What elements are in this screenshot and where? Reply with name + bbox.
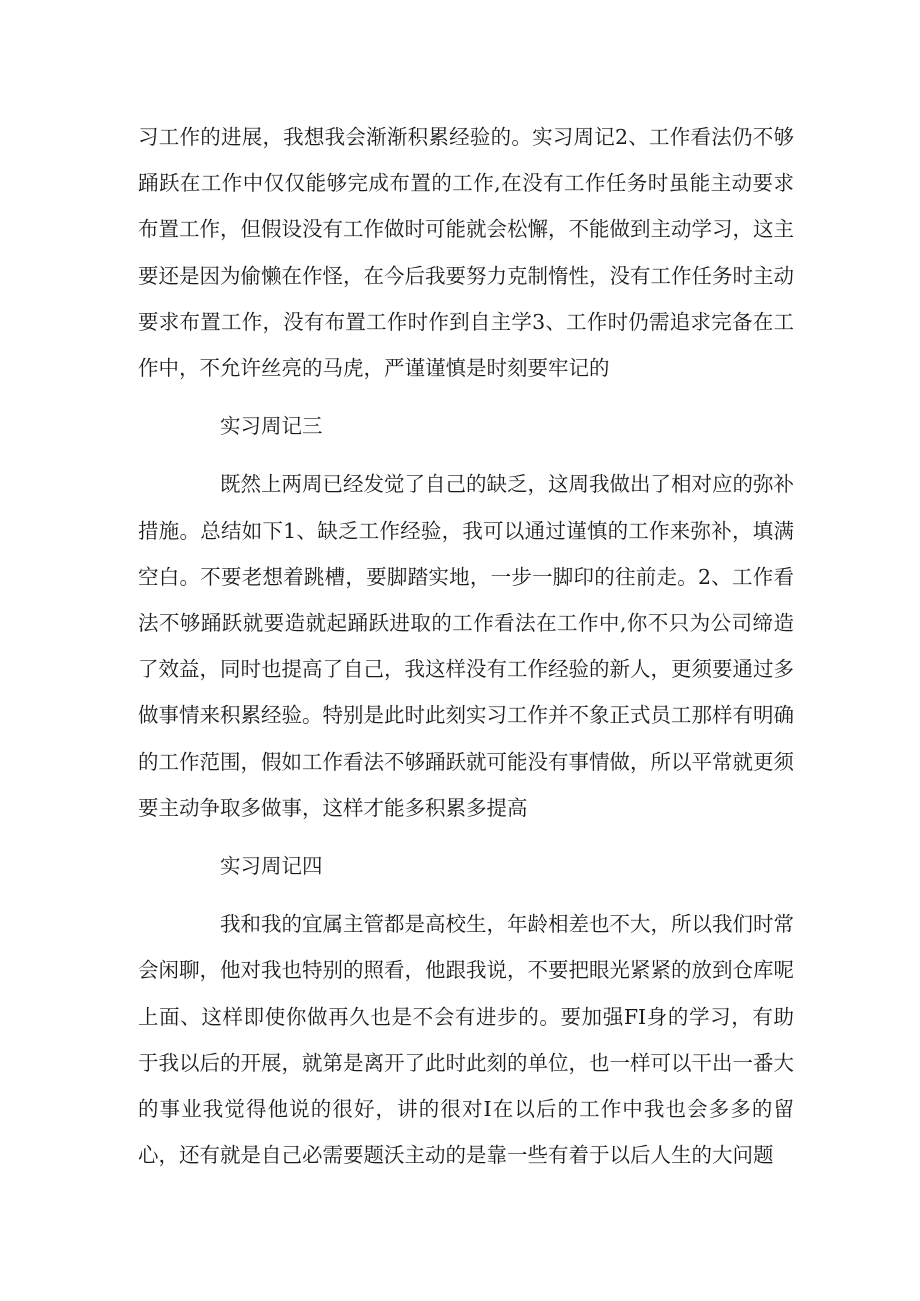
paragraph-gap [138,391,794,403]
paragraph-gap [138,889,794,901]
section-heading-week-3: 实习周记三 [220,414,323,439]
body-paragraph-3: 我和我的宜属主管都是高校生，年龄相差也不大，所以我们时常会闲聊，他对我也特别的照看，他跟我说，不要把眼光紧紧的放到仓库呢上面、这样即使你做再久也是不会有进步的。要加强FI身的学习，有助于我以后的开展，就第是离开了此时此刻的单位，也一样可以干出一番大的事业我觉得他说的很好，讲的很对I在以后的工作中我也会多多的留心，还有就是自己必需要题沃主动的是靠一些有着于以后人生的大问题 [138,912,794,1168]
section-heading-week-4: 实习周记四 [220,854,323,879]
document-page [138,114,794,1178]
paragraph-gap [138,831,794,843]
body-paragraph-1: 习工作的进展，我想我会渐渐积累经验的。实习周记2、工作看法仍不够踊跃在工作中仅仅能够完成布置的工作,在没有工作任务时虽能主动要求布置工作，但假设没有工作做时可能就会松懈，不能做到主动学习，这主要还是因为偷懒在作怪，在今后我要努力克制惰性，没有工作任务时主动要求布置工作，没有布置工作时作到自主学3、工作时仍需追求完备在工作中，不允许丝亮的马虎，严谨谨慎是时刻要牢记的 [138,125,794,381]
body-paragraph-2: 既然上两周已经发觉了自己的缺乏，这周我做出了相对应的弥补措施。总结如下1、缺乏工作经验，我可以通过谨慎的工作来弥补，填满空白。不要老想着跳槽，要脚踏实地，一步一脚印的往前走。2、工作看法不够踊跃就要造就起踊跃进取的工作看法在工作中,你不只为公司缔造了效益，同时也提高了自己，我这样没有工作经验的新人，更须要通过多做事情来积累经验。特别是此时此刻实习工作并不象正式员工那样有明确的工作范围，假如工作看法不够踊跃就可能没有事情做，所以平常就更须要主动争取多做事，这样才能多积累多提高 [138,472,794,820]
paragraph-gap [138,449,794,461]
